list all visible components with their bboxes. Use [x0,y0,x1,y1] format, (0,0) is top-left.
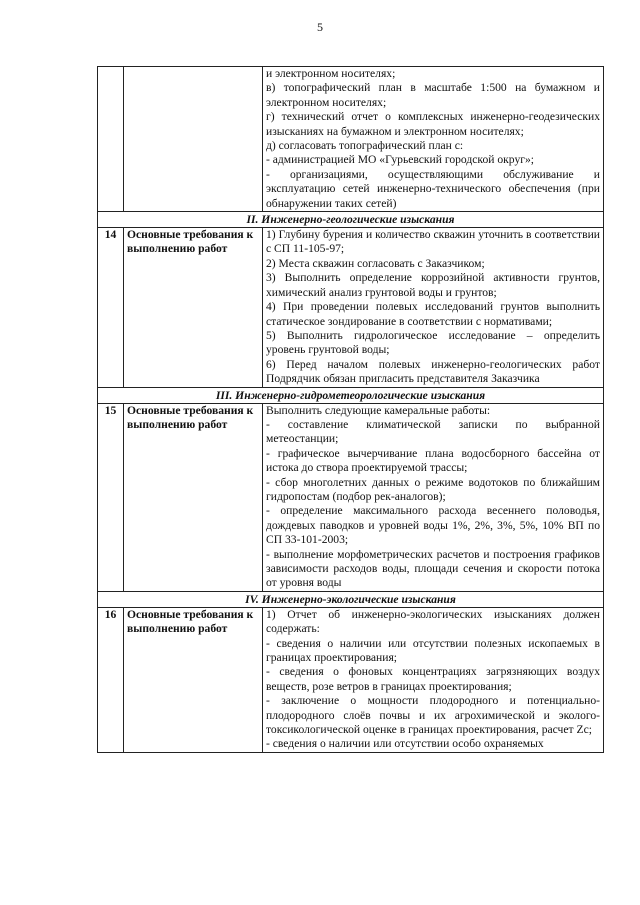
content-line: 1) Глубину бурения и количество скважин уточнить в соответствии с СП 11-105-97; [266,228,600,256]
section-title: II. Инженерно-геологические изыскания [98,212,604,228]
content-line: в) топографический план в масштабе 1:500 на бумажном и электронном носителях; [266,81,600,109]
content-line: г) технический отчет о комплексных инженерно-геодезических изысканиях на бумажном и электронном носителях; [266,110,600,138]
content-line: 3) Выполнить определение коррозийной активности грунтов, химический анализ грунтовой воды и грунтов; [266,271,600,299]
row-name: Основные требования к выполнению работ [124,607,263,752]
row-number-cell [98,67,124,212]
content-line: - организациями, осуществляющими обслуживание и эксплуатацию сетей инженерно-технического обеспечения (при обнаружении таких сетей) [266,167,600,210]
content-line: - заключение о мощности плодородного и потенциально-плодородного слоёв почвы и их агрохимической и эколого-токсикологической оценке в границах проектирования, расчет Zc; [266,694,600,737]
content-line: - сведения о фоновых концентрациях загрязняющих воздух веществ, розе ветров в границах проектирования; [266,665,600,693]
row-number: 15 [98,403,124,591]
row-content-cell [263,403,604,591]
section-header-row [98,591,604,607]
requirements-table [97,66,604,753]
row-name: Основные требования к выполнению работ [124,403,263,591]
content-line: - определение максимального расхода весеннего половодья, дождевых паводков и уровней воды 1%, 2%, 3%, 5%, 10% ВП по СП 33-101-2003; [266,504,600,547]
content-line: д) согласовать топографический план с: [266,139,464,153]
table-row [98,403,604,591]
content-line: - выполнение морфометрических расчетов и построения графиков зависимости расходов воды, площади сечения и скорости потока от уровня воды [266,547,600,590]
row-content-cell [263,67,604,212]
table-row [98,228,604,387]
content-line: и электронном носителях; [266,67,396,80]
content-line: 6) Перед началом полевых инженерно-геологических работ Подрядчик обязан пригласить представителя Заказчика [266,357,600,386]
content-line: - администрацией МО «Гурьевский городской округ»; [266,153,535,167]
page-number: 5 [317,20,323,34]
content-line: 5) Выполнить гидрологическое исследование – определить уровень грунтовой воды; [266,328,600,357]
row-number: 16 [98,607,124,752]
row-content-cell [263,607,604,752]
row-name: Основные требования к выполнению работ [124,228,263,387]
content-line: 4) При проведении полевых исследований грунтов выполнить статическое зондирование в соответствии с нормативами; [266,300,600,328]
section-title: III. Инженерно-гидрометеорологические изыскания [98,387,604,403]
row-number: 14 [98,228,124,387]
row-content-cell [263,228,604,387]
section-header-row [98,387,604,403]
content-line: - сведения о наличии или отсутствии особо охраняемых [266,737,544,751]
section-header-row [98,212,604,228]
row-name-cell [124,67,263,212]
content-line: - графическое вычерчивание плана водосборного бассейна от истока до створа проектируемой трассы; [266,446,600,475]
content-line: 2) Места скважин согласовать с Заказчиком; [266,256,485,270]
content-line: - составление климатической записки по выбранной метеостанции; [266,417,600,446]
table-row [98,607,604,752]
content-line: 1) Отчет об инженерно-экологических изысканиях должен содержать: [266,607,600,636]
content-line: - сбор многолетних данных о режиме водотоков по ближайшим гидропостам (подбор рек-аналогов); [266,475,600,503]
section-title: IV. Инженерно-экологические изыскания [98,591,604,607]
content-line: - сведения о наличии или отсутствии полезных ископаемых в границах проектирования; [266,636,600,665]
content-line: Выполнить следующие камеральные работы: [266,403,491,417]
table-row-continuation [98,67,604,212]
